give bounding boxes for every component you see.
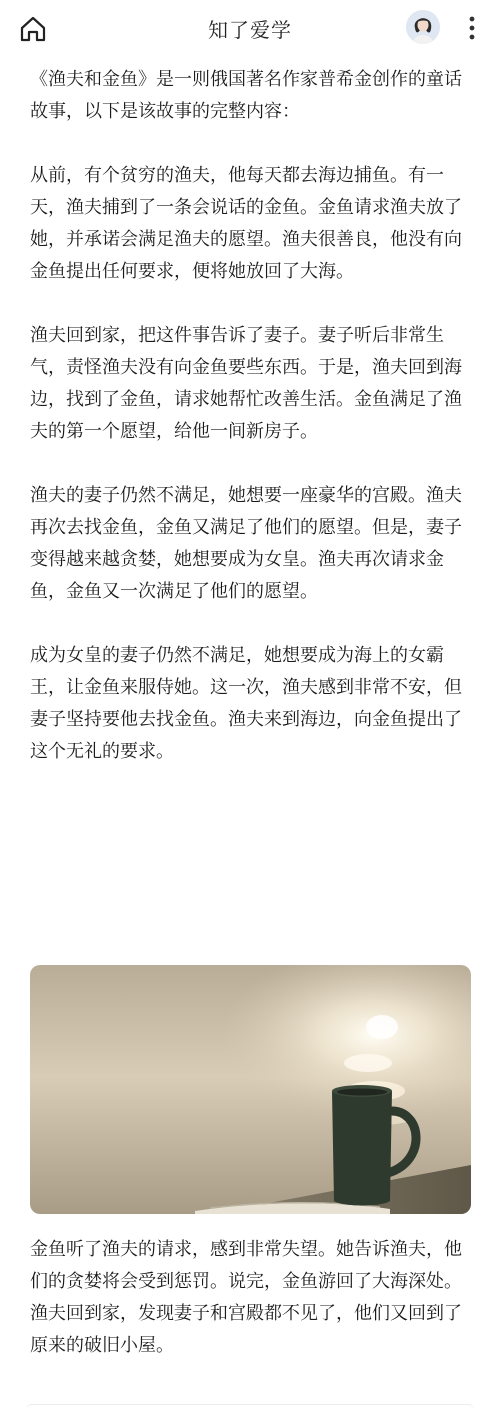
avatar[interactable] — [406, 10, 440, 44]
article-intro: 《渔夫和金鱼》是一则俄国著名作家普希金创作的童话故事，以下是该故事的完整内容： — [30, 69, 462, 122]
article-paragraph: 渔夫的妻子仍然不满足，她想要一座豪华的宫殿。渔夫再次去找金鱼，金鱼又满足了他们的愿望。但是，妻子变得越来越贪婪，她想要成为女皇。渔夫再次请求金鱼，金鱼又一次满足了他们的愿望。 — [30, 485, 462, 602]
article-paragraph: 从前，有个贫穷的渔夫，他每天都去海边捕鱼。有一天，渔夫捕到了一条会说话的金鱼。金鱼请求渔夫放了她，并承诺会满足渔夫的愿望。渔夫很善良，他没有向金鱼提出任何要求，便将她放回了大海。 — [30, 165, 462, 282]
article-body-continued — [30, 1234, 476, 1362]
page-title: 知了爱学 — [208, 18, 292, 42]
coffee-mug-sunset-photo — [30, 965, 471, 1214]
avatar-portrait — [406, 10, 440, 44]
article-paragraph: 渔夫回到家，把这件事告诉了妻子。妻子听后非常生气，责怪渔夫没有向金鱼要些东西。于是，渔夫回到海边，找到了金鱼，请求她帮忙改善生活。金鱼满足了渔夫的第一个愿望，给他一间新房子。 — [30, 325, 462, 442]
article-body — [30, 64, 476, 768]
article-paragraph: 金鱼听了渔夫的请求，感到非常失望。她告诉渔夫，他们的贪婪将会受到惩罚。说完，金鱼游回了大海深处。渔夫回到家，发现妻子和宫殿都不见了，他们又回到了原来的破旧小屋。 — [30, 1239, 462, 1356]
article-paragraph: 成为女皇的妻子仍然不满足，她想要成为海上的女霸王，让金鱼来服侍她。这一次，渔夫感到非常不安，但妻子坚持要他去找金鱼。渔夫来到海边，向金鱼提出了这个无礼的要求。 — [30, 645, 462, 762]
top-bar — [0, 0, 500, 56]
more-vertical-icon[interactable] — [462, 12, 482, 44]
next-card-edge — [26, 1404, 474, 1417]
coffee-mug-photo[interactable] — [30, 965, 471, 1214]
